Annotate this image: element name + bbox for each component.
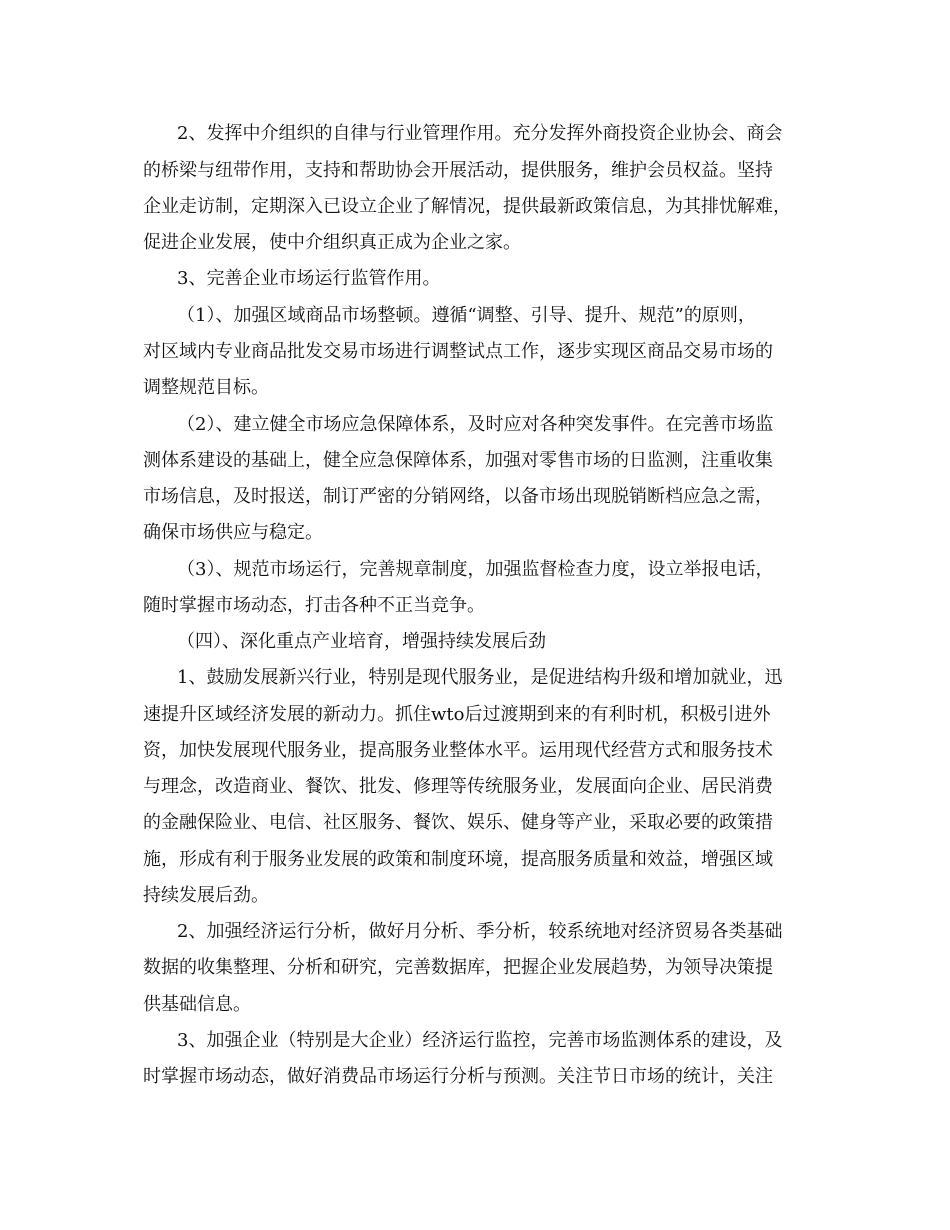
text-line: 3、完善企业市场运行监管作用。 [177,268,441,289]
text-line: 市场信息，及时报送，制订严密的分销网络，以备市场出现脱销断档应急之需， [143,486,773,507]
text-line: 与理念，改造商业、餐饮、批发、修理等传统服务业，发展面向企业、居民消费 [143,776,773,797]
text-line: 2、加强经济运行分析，做好月分析、季分析，较系统地对经济贸易各类基础 [177,921,783,942]
text-line: 资，加快发展现代服务业，提高服务业整体水平。运用现代经营方式和服务技术 [143,740,773,761]
text-line: 的桥梁与纽带作用，支持和帮助协会开展活动，提供服务，维护会员权益。坚持 [143,160,773,181]
text-line: 随时掌握市场动态，打击各种不正当竞争。 [143,595,485,616]
text-line: （3）、规范市场运行，完善规章制度，加强监督检查力度，设立举报电话， [177,559,774,580]
text-line: 确保市场供应与稳定。 [143,522,323,543]
text-line: 供基础信息。 [143,994,251,1015]
text-line: 持续发展后劲。 [143,885,269,906]
text-line: 的金融保险业、电信、社区服务、餐饮、娱乐、健身等产业，采取必要的政策措 [143,812,773,833]
text-line: 3、加强企业（特别是大企业）经济运行监控，完善市场监测体系的建设，及 [177,1030,783,1051]
text-line: 速提升区域经济发展的新动力。抓住wto后过渡期到来的有利时机，积极引进外 [143,704,771,725]
text-line: 时掌握市场动态，做好消费品市场运行分析与预测。关注节日市场的统计，关注 [143,1066,773,1087]
text-line: （2）、建立健全市场应急保障体系，及时应对各种突发事件。在完善市场监 [177,414,774,435]
text-line: 对区域内专业商品批发交易市场进行调整试点工作，逐步实现区商品交易市场的 [143,341,773,362]
text-line: 企业走访制，定期深入已设立企业了解情况，提供最新政策信息，为其排忧解难， [143,196,791,217]
text-line: 促进企业发展，使中介组织真正成为企业之家。 [143,232,521,253]
text-line: 施，形成有利于服务业发展的政策和制度环境，提高服务质量和效益，增强区域 [143,849,773,870]
text-line: 测体系建设的基础上，健全应急保障体系，加强对零售市场的日监测，注重收集 [143,450,773,471]
text-line: （1）、加强区域商品市场整顿。遵循“调整、引导、提升、规范”的原则， [177,305,756,326]
text-line: 2、发挥中介组织的自律与行业管理作用。充分发挥外商投资企业协会、商会 [177,123,783,144]
text-line: 1、鼓励发展新兴行业，特别是现代服务业，是促进结构升级和增加就业，迅 [177,667,783,688]
text-line: 数据的收集整理、分析和研究，完善数据库，把握企业发展趋势，为领导决策提 [143,957,773,978]
text-line: （四）、深化重点产业培育，增强持续发展后劲 [177,631,546,652]
text-line: 调整规范目标。 [143,377,269,398]
